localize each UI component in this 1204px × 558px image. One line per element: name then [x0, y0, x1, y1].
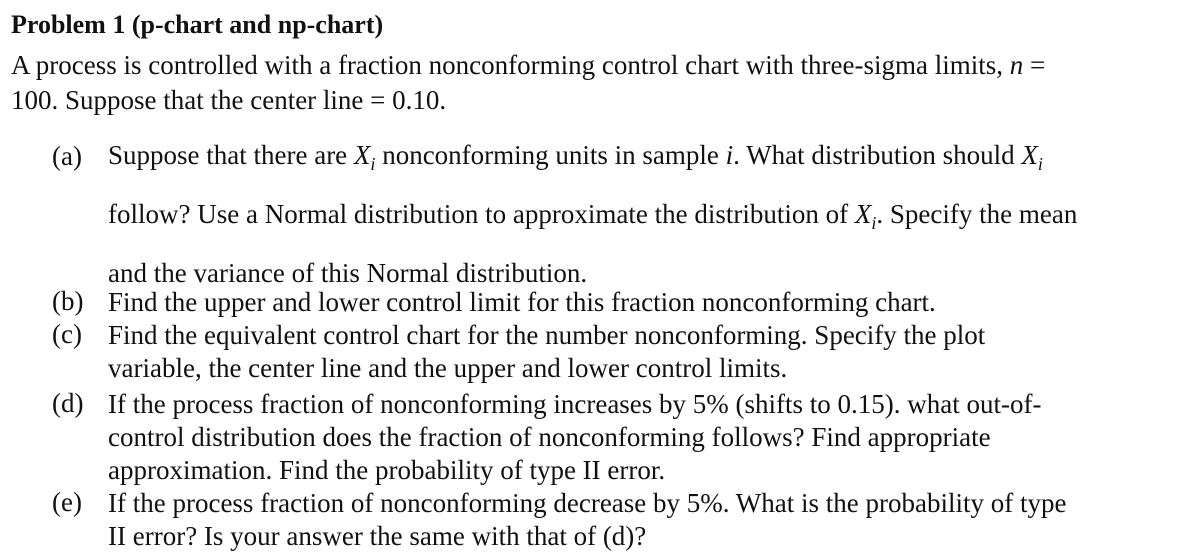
part-a-line-1 [108, 130, 1077, 189]
math-i-subscript: i [370, 154, 376, 174]
math-i: i [725, 140, 734, 170]
math-X: X [353, 140, 371, 170]
math-X: X [1021, 140, 1038, 170]
problem-intro [11, 48, 1161, 118]
problem-title: Problem 1 (p-chart and np-chart) [11, 10, 384, 39]
part-a-text [108, 130, 1077, 298]
text-run: Suppose that there are [108, 140, 354, 170]
intro-equals: = [1023, 50, 1046, 80]
intro-text: A process is controlled with a fraction nonconforming control chart with three-sigma limits, [11, 50, 1010, 80]
text-run: . Specify the mean [876, 199, 1078, 229]
part-d-line-2: control distribution does the fraction of nonconforming follows? Find appropriate [108, 422, 991, 452]
text-run: . What distribution should [733, 140, 1022, 170]
part-d-label: (d) [52, 388, 84, 418]
math-n: n [1009, 50, 1024, 80]
math-X: X [854, 199, 872, 229]
intro-line-2: 100. Suppose that the center line = 0.10. [11, 85, 447, 115]
part-c-line-1: Find the equivalent control chart for the number nonconforming. Specify the plot [108, 320, 986, 350]
text-run: follow? Use a Normal distribution to approximate the distribution of [108, 199, 855, 229]
part-a-label: (a) [52, 141, 82, 171]
part-a-line-2 [108, 189, 1077, 248]
math-i-subscript: i [1037, 154, 1043, 174]
part-e-text [108, 487, 1066, 553]
math-i-subscript: i [871, 213, 877, 233]
intro-line-1 [11, 48, 1161, 83]
part-d-line-3: approximation. Find the probability of type II error. [108, 455, 666, 485]
part-d-text [108, 388, 1042, 487]
part-e-line-1: If the process fraction of nonconforming decrease by 5%. What is the probability of type [108, 488, 1067, 518]
part-c-text [108, 319, 985, 385]
part-e-label: (e) [52, 487, 82, 517]
text-run: nonconforming units in sample [375, 140, 726, 170]
part-c-line-2: variable, the center line and the upper and lower control limits. [108, 353, 788, 383]
part-b-line-1: Find the upper and lower control limit for this fraction nonconforming chart. [108, 287, 936, 317]
part-d-line-1: If the process fraction of nonconforming increases by 5% (shifts to 0.15). what out-of- [108, 389, 1042, 419]
part-c-label: (c) [52, 319, 82, 349]
part-b-text [108, 286, 936, 319]
part-e-line-2: II error? Is your answer the same with that of (d)? [108, 521, 647, 551]
part-b-label: (b) [52, 286, 84, 316]
part-a-line-3: and the variance of this Normal distribution. [108, 258, 588, 288]
